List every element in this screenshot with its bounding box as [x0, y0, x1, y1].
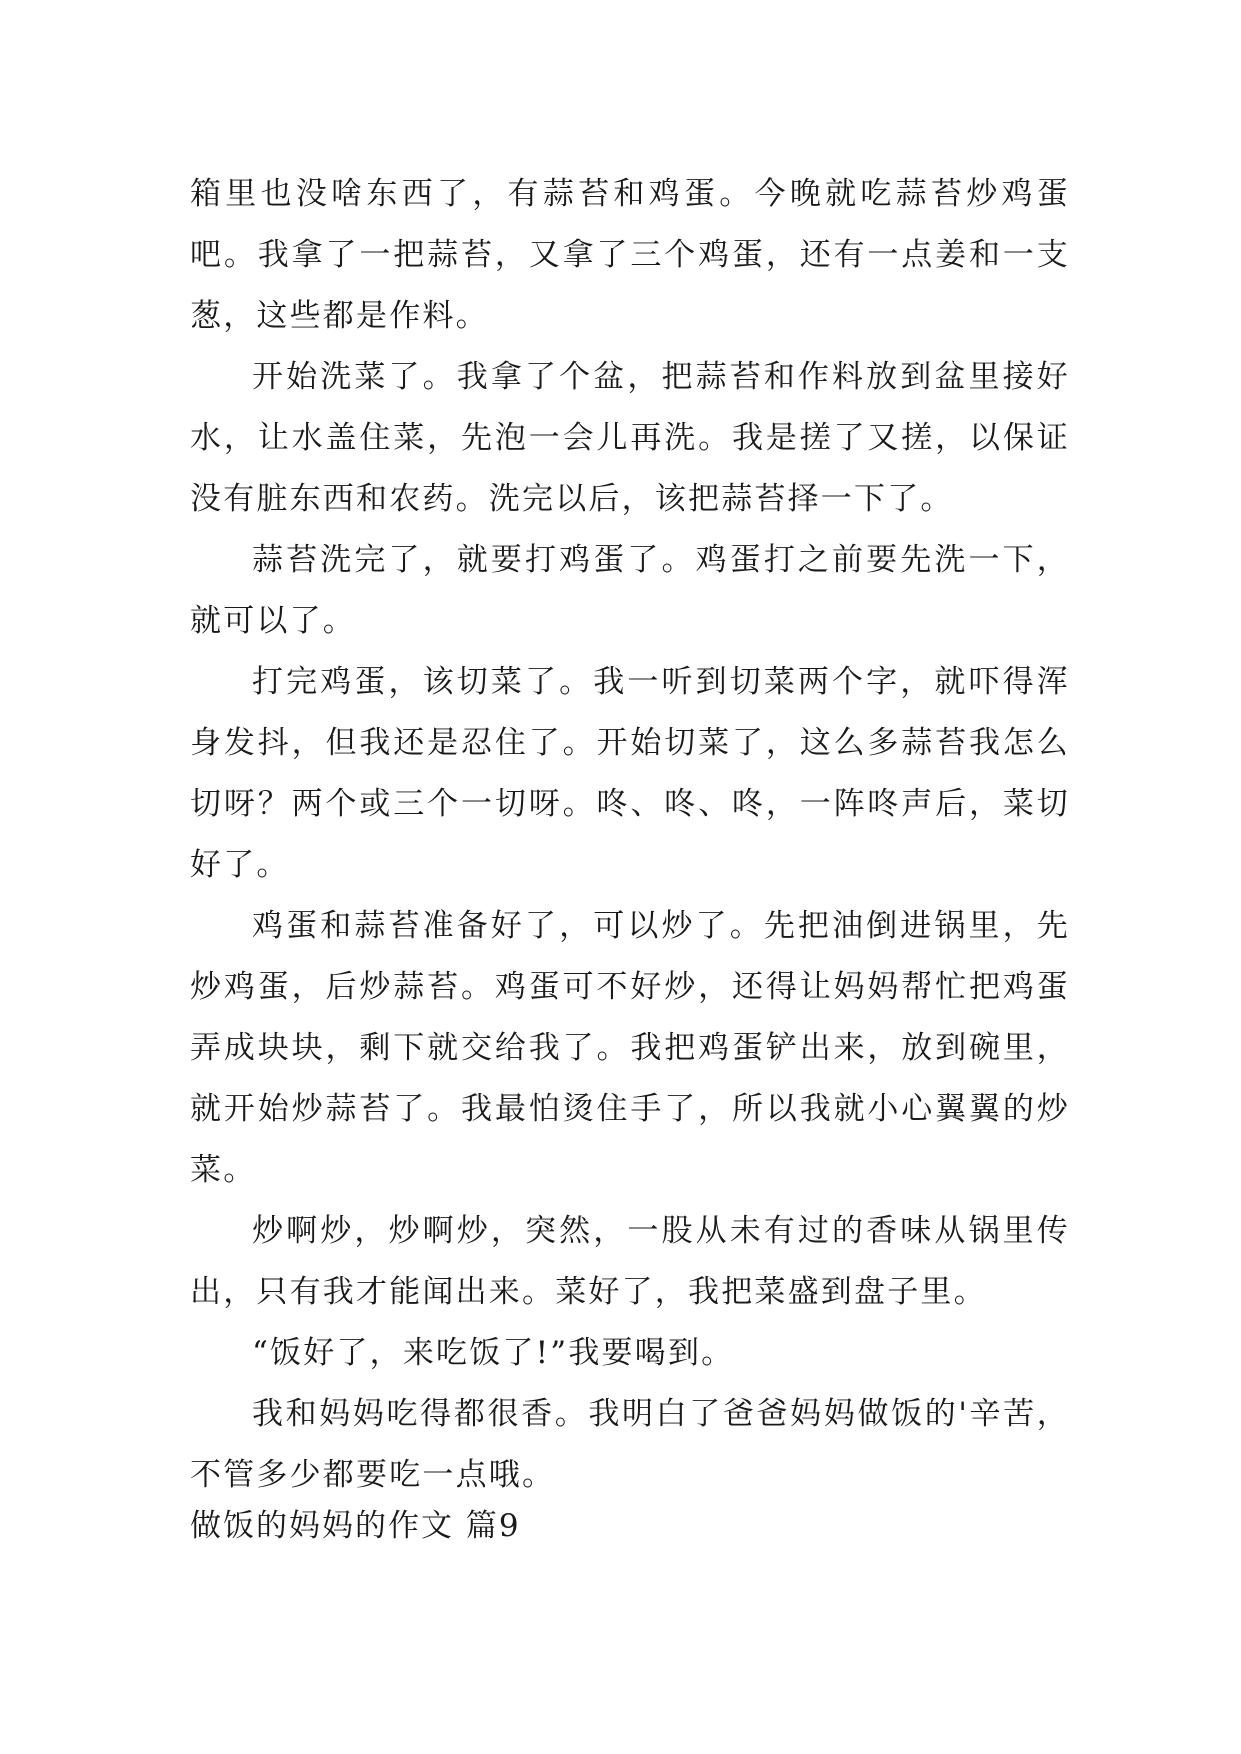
- essay-body: [190, 164, 1070, 1506]
- paragraph-cutting: 打完鸡蛋，该切菜了。我一听到切菜两个字，就吓得浑身发抖，但我还是忍住了。开始切菜了，这么多蒜苔我怎么切呀？两个或三个一切呀。咚、咚、咚，一阵咚声后，菜切好了。: [190, 664, 1070, 883]
- paragraph-continued: 箱里也没啥东西了，有蒜苔和鸡蛋。今晚就吃蒜苔炒鸡蛋吧。我拿了一把蒜苔，又拿了三个鸡蛋，还有一点姜和一支葱，这些都是作料。: [190, 176, 1070, 334]
- paragraph-frying: 鸡蛋和蒜苔准备好了，可以炒了。先把油倒进锅里，先炒鸡蛋，后炒蒜苔。鸡蛋可不好炒，还得让妈妈帮忙把鸡蛋弄成块块，剩下就交给我了。我把鸡蛋铲出来，放到碗里，就开始炒蒜苔了。我最怕烫住手了，所以我就小心翼翼的炒菜。: [190, 908, 1070, 1188]
- paragraph-washing: 开始洗菜了。我拿了个盆，把蒜苔和作料放到盆里接好水，让水盖住菜，先泡一会儿再洗。我是搓了又搓，以保证没有脏东西和农药。洗完以后，该把蒜苔择一下了。: [190, 359, 1070, 517]
- paragraph-eggs: 蒜苔洗完了，就要打鸡蛋了。鸡蛋打之前要先洗一下，就可以了。: [190, 542, 1070, 639]
- section-heading: 做饭的妈妈的作文 篇9: [190, 1508, 521, 1544]
- paragraph-dinner-call: “饭好了，来吃饭了!”我要喝到。: [252, 1335, 735, 1371]
- paragraph-aroma: 炒啊炒，炒啊炒，突然，一股从未有过的香味从锅里传出，只有我才能闻出来。菜好了，我把菜盛到盘子里。: [190, 1213, 1070, 1310]
- paragraph-conclusion: 我和妈妈吃得都很香。我明白了爸爸妈妈做饭的'辛苦，不管多少都要吃一点哦。: [190, 1396, 1070, 1493]
